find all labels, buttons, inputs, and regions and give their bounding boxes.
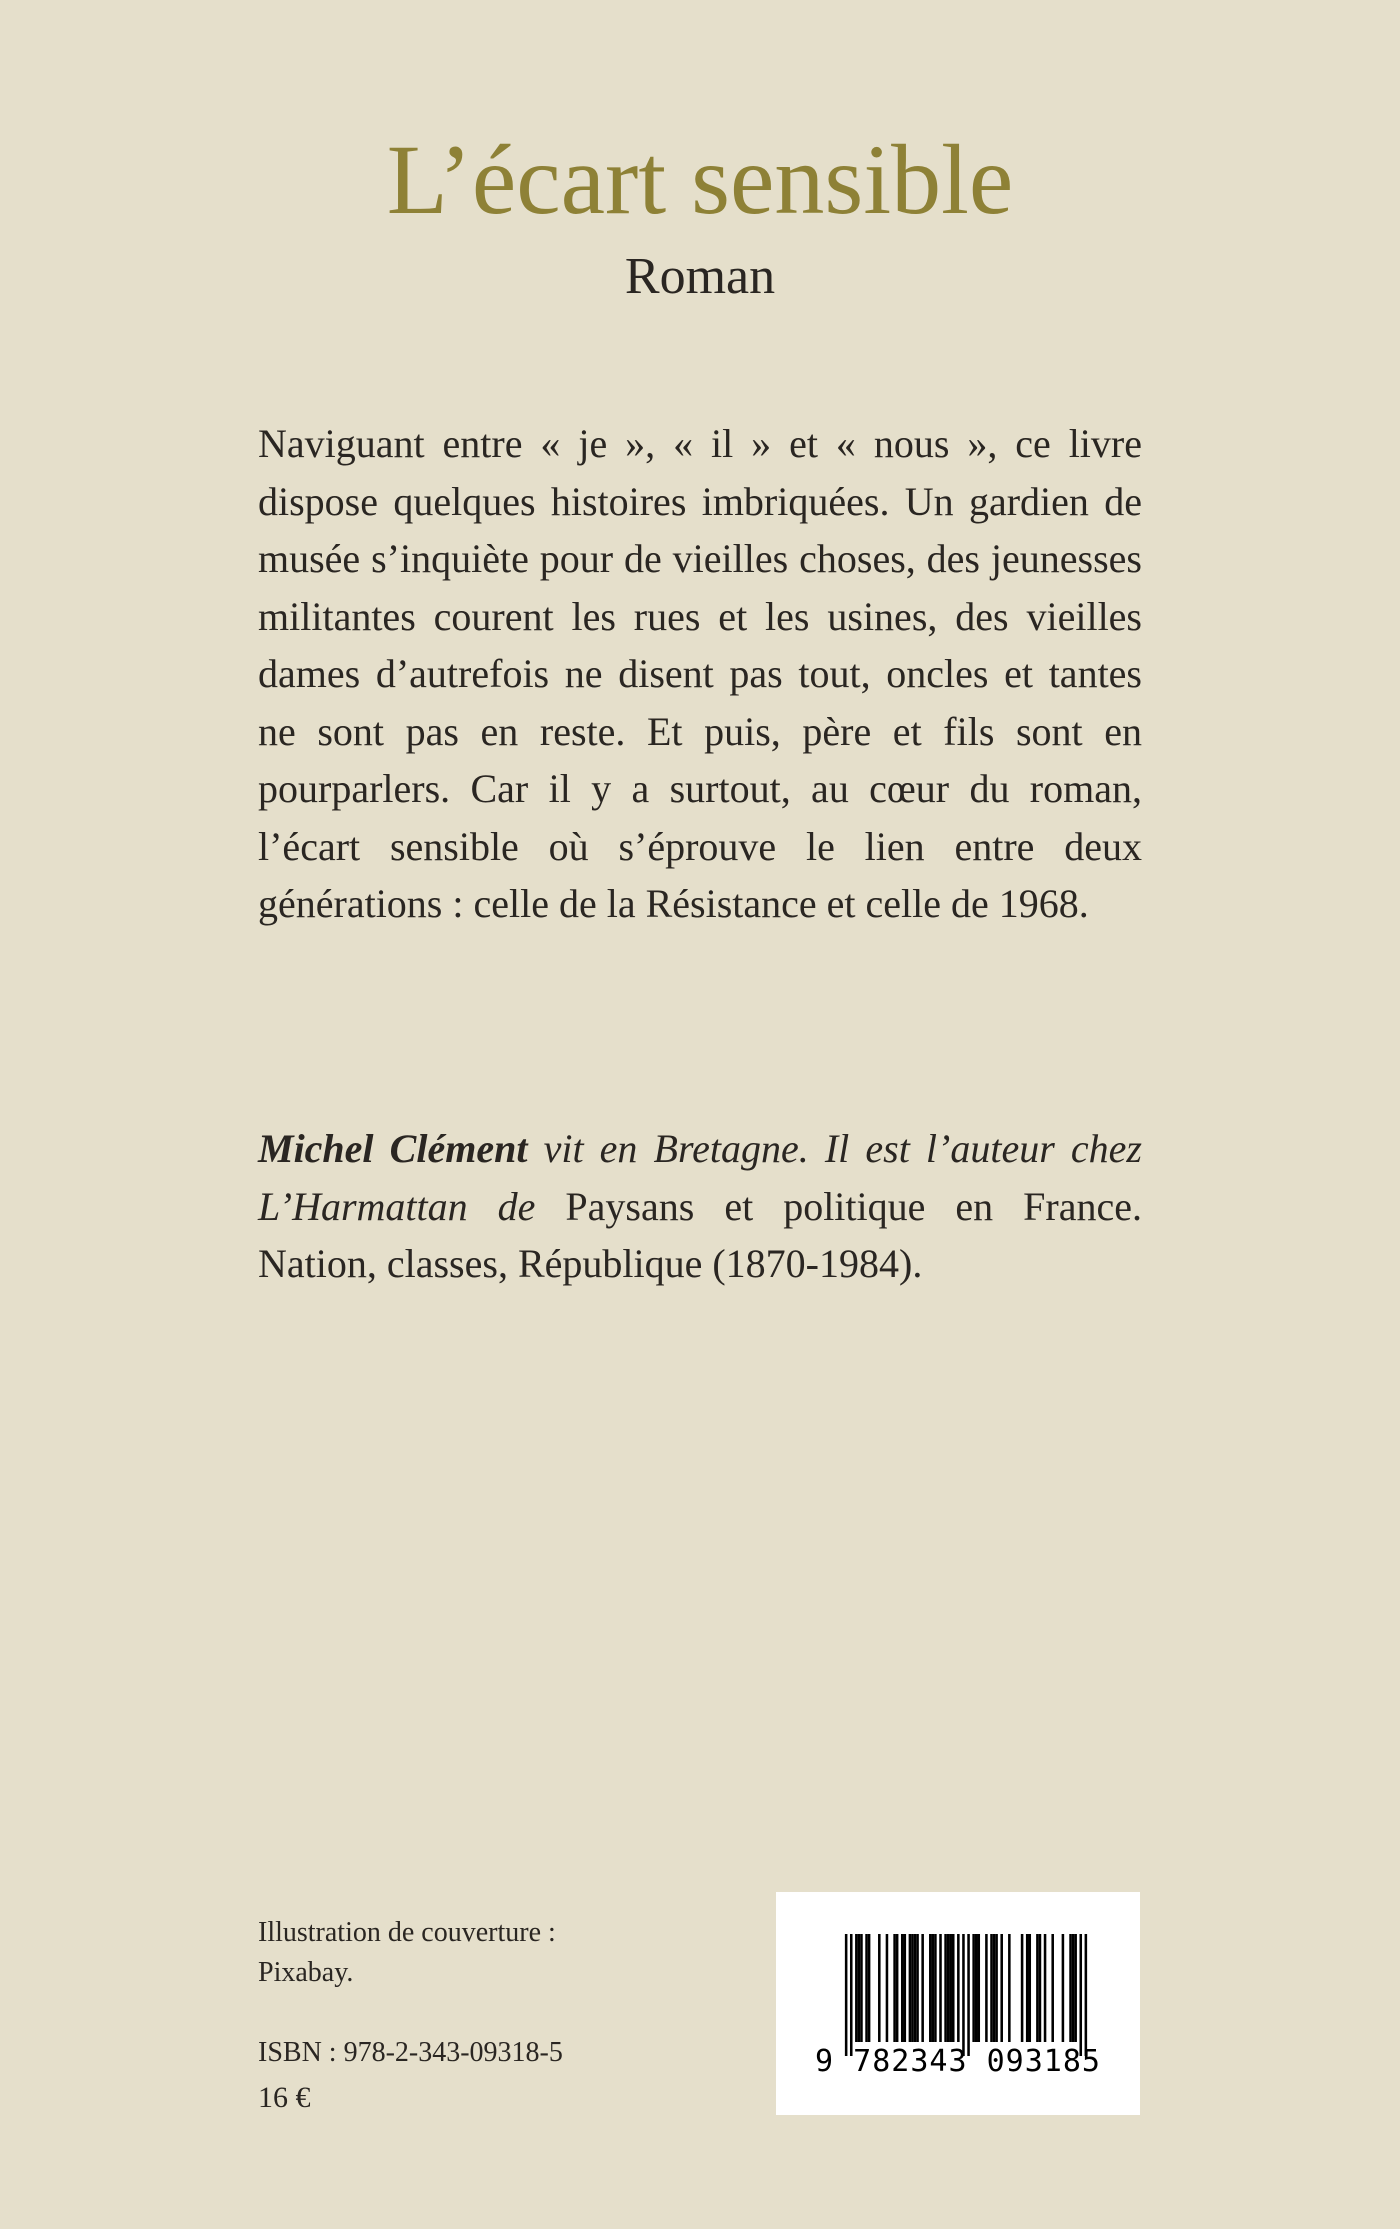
barcode-bar — [947, 1934, 950, 2042]
barcode-bar — [1026, 1934, 1029, 2042]
barcode-bar — [939, 1934, 942, 2042]
barcode-bar — [1039, 1934, 1042, 2042]
barcode-bar — [975, 1934, 978, 2042]
barcode-bar — [865, 1934, 868, 2042]
barcode-bar — [886, 1934, 889, 2042]
author-bio — [258, 1120, 1142, 1293]
barcode-bar — [904, 1934, 907, 2042]
barcode-bar — [949, 1934, 952, 2042]
isbn: ISBN : 978-2-343-09318-5 — [258, 2037, 563, 2068]
illustration-credit — [258, 1913, 658, 1993]
barcode-bar — [855, 1934, 858, 2042]
barcode-bar — [1051, 1934, 1054, 2042]
barcode-number: 9 782343 093185 — [815, 2044, 1101, 2079]
author-name: Michel Clément — [258, 1126, 528, 1171]
barcode-bar — [893, 1934, 896, 2042]
barcode-bar — [1021, 1934, 1024, 2042]
book-subtitle: Roman — [624, 248, 776, 305]
barcode-bar — [1028, 1934, 1031, 2042]
illustration-credit-label: Illustration de couverture : — [258, 1917, 556, 1948]
barcode-bar — [845, 1934, 848, 2056]
author-bio-italic: vit en Bretagne. Il est l’auteur chez L’Harmattan de — [258, 1126, 1142, 1229]
book-title: L’écart sensible — [386, 124, 1014, 235]
barcode-bar — [850, 1934, 853, 2056]
barcode-bar — [921, 1934, 924, 2042]
barcode-bar — [934, 1934, 937, 2042]
barcode-bar — [1062, 1934, 1065, 2042]
barcode-bar — [967, 1934, 970, 2056]
barcode-bar — [957, 1934, 960, 2042]
barcode-bar — [1069, 1934, 1072, 2042]
barcode-bar — [977, 1934, 980, 2042]
barcode-bar — [962, 1934, 965, 2056]
barcode-bar — [901, 1934, 904, 2042]
barcode-bar — [972, 1934, 975, 2042]
barcode-bar — [990, 1934, 993, 2042]
barcode-bar — [1079, 1934, 1082, 2056]
author-bio-book-title: Paysans et politique en France. Nation, classes, République (1870-1984). — [258, 1183, 1142, 1286]
barcode-bar — [1000, 1934, 1003, 2042]
barcode — [776, 1892, 1140, 2115]
price: 16 € — [258, 2081, 311, 2114]
barcode-bar — [860, 1934, 863, 2042]
barcode-bar — [1008, 1934, 1011, 2042]
barcode-bar — [985, 1934, 988, 2042]
barcode-bar — [1044, 1934, 1047, 2042]
barcode-bar — [911, 1934, 914, 2042]
barcode-bar — [868, 1934, 871, 2042]
barcode-bar — [995, 1934, 998, 2042]
barcode-bar — [1036, 1934, 1039, 2042]
barcode-bar — [878, 1934, 881, 2042]
back-cover-blurb: Naviguant entre « je », « il » et « nous », ce livre dispose quelques histoires imbriquées. Un gardien de musée s’inquiète pour de vieilles choses, des jeunesses militantes courent les rues et les usines, des vieilles dames d’autrefois ne disent pas tout, oncles et tantes ne sont pas en reste. Et puis, père et fils sont en pourparlers. Car il y a surtout, au cœur du roman, l’écart sensible où s’éprouve le lien entre deux générations : celle de la Résistance et celle de 1968. — [258, 421, 1142, 926]
barcode-bar — [1072, 1934, 1075, 2042]
barcode-bars — [776, 1892, 1140, 2115]
barcode-bar — [1074, 1934, 1077, 2042]
barcode-bar — [858, 1934, 861, 2042]
barcode-bar — [944, 1934, 947, 2042]
barcode-bar — [993, 1934, 996, 2042]
illustration-credit-source: Pixabay. — [258, 1957, 354, 1988]
barcode-bar — [929, 1934, 932, 2042]
barcode-bar — [914, 1934, 917, 2042]
barcode-bar — [1085, 1934, 1088, 2056]
barcode-bar — [909, 1934, 912, 2042]
barcode-bar — [952, 1934, 955, 2042]
barcode-bar — [932, 1934, 935, 2042]
barcode-bar — [896, 1934, 899, 2042]
barcode-bar — [916, 1934, 919, 2042]
